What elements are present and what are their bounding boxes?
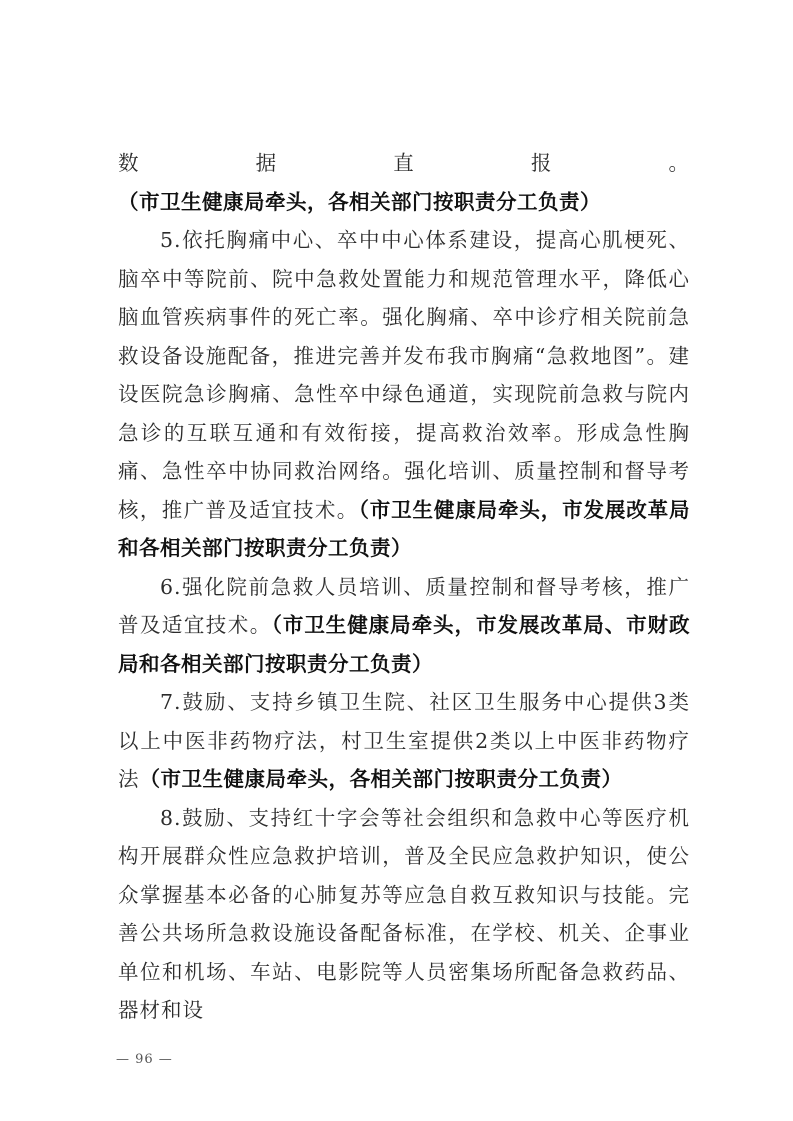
paragraph-item-5 bbox=[118, 221, 690, 568]
document-body bbox=[118, 144, 690, 1030]
paragraph-item-6 bbox=[118, 568, 690, 684]
paragraph-text: 6.强化院前急救人员培训、质量控制和督导考核，推广普及适宜技术。 bbox=[118, 574, 690, 637]
responsibility-note: （市卫生健康局牵头，各相关部门按职责分工负责） bbox=[139, 767, 623, 791]
paragraph-text: 7.鼓励、支持乡镇卫生院、社区卫生服务中心提供3类以上中医非药物疗法，村卫生室提供2类以上中医非药物疗法 bbox=[118, 690, 690, 791]
responsibility-note: （市卫生健康局牵头，市发展改革局和各相关部门按职责分工负责） bbox=[118, 497, 690, 560]
paragraph-text: 数据直报。 bbox=[118, 151, 690, 175]
responsibility-note: （市卫生健康局牵头，市发展改革局、市财政局和各相关部门按职责分工负责） bbox=[118, 613, 691, 676]
paragraph-item-8 bbox=[118, 799, 690, 1030]
paragraph-item-7 bbox=[118, 683, 690, 799]
page-number: — 96 — bbox=[116, 1052, 173, 1067]
paragraph-text: 8.鼓励、支持红十字会等社会组织和急救中心等医疗机构开展群众性应急救护培训，普及全民应急救护知识，使公众掌握基本必备的心肺复苏等应急自救互救知识与技能。完善公共场所急救设施设备配备标准，在学校、机关、企事业单位和机场、车站、电影院等人员密集场所配备急救药品、器材和设 bbox=[118, 805, 690, 1022]
paragraph-text: 5.依托胸痛中心、卒中中心体系建设，提高心肌梗死、脑卒中等院前、院中急救处置能力和规范管理水平，降低心脑血管疾病事件的死亡率。强化胸痛、卒中诊疗相关院前急救设备设施配备，推进完善并发布我市胸痛“急救地图”。建设医院急诊胸痛、急性卒中绿色通道，实现院前急救与院内急诊的互联互通和有效衔接，提高救治效率。形成急性胸痛、急性卒中协同救治网络。强化培训、质量控制和督导考核，推广普及适宜技术。 bbox=[118, 228, 690, 522]
responsibility-note: （市卫生健康局牵头，各相关部门按职责分工负责） bbox=[118, 189, 601, 214]
paragraph-continuation bbox=[118, 144, 690, 221]
